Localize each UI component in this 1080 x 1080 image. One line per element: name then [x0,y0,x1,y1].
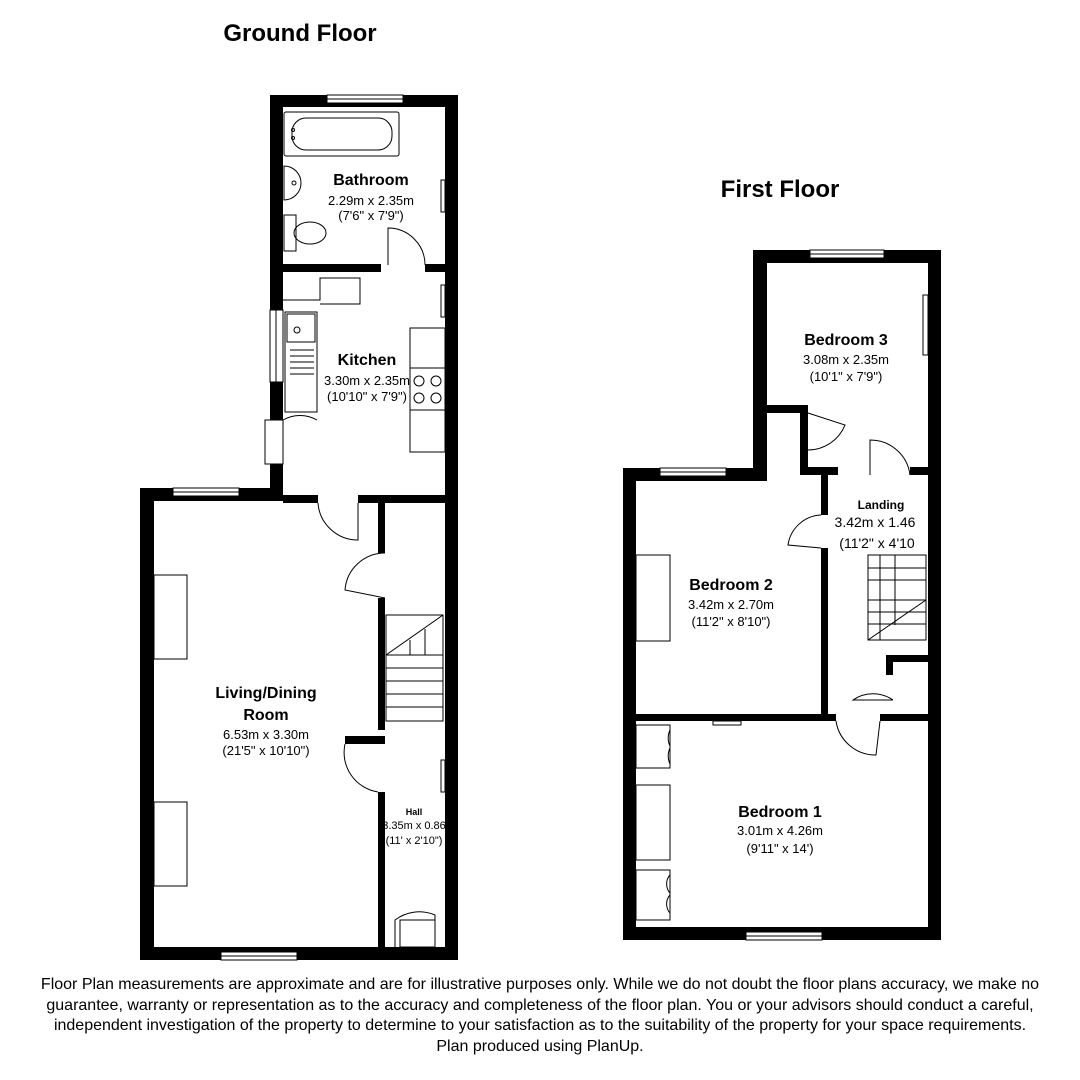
hall-imperial: (11' x 2'10") [385,835,443,847]
bedroom1-name: Bedroom 1 [738,804,822,821]
bedroom3-metric: 3.08m x 2.35m [803,352,889,367]
ground-floor-title: Ground Floor [223,20,377,47]
planup-credit: Plan produced using PlanUp. [436,1037,644,1055]
first-floor-title: First Floor [720,176,840,203]
disclaimer-text: Floor Plan measurements are approximate and are for illustrative purposes only. While we do not doubt the floor plans accuracy, we make no guarantee, warranty or representation as to the accuracy and completeness of the floor plan. You or your advisors should conduct a careful, independent investigation of the property to determine to your satisfaction as to the suitability of the property for your space requirements. [40,976,1040,1034]
bathroom-metric: 2.29m x 2.35m [328,193,414,208]
hall-metric: 3.35m x 0.86 [382,820,446,832]
kitchen-metric: 3.30m x 2.35m [324,373,410,388]
landing-metric: 3.42m x 1.46 [834,514,916,530]
kitchen-name: Kitchen [337,352,397,369]
hall-name: Hall [405,807,423,817]
bedroom1-imperial: (9'11" x 14') [746,841,814,856]
living-name-line2: Room [243,707,289,724]
bedroom3-imperial: (10'1" x 7'9") [809,369,883,384]
bathroom-name: Bathroom [333,172,409,189]
living-metric: 6.53m x 3.30m [223,727,309,742]
bathroom-imperial: (7'6" x 7'9") [338,208,404,223]
living-imperial: (21'5" x 10'10") [222,743,310,758]
landing-name: Landing [857,498,905,512]
bedroom3-name: Bedroom 3 [804,332,888,349]
landing-imperial: (11'2" x 4'10 [839,535,915,551]
bedroom2-imperial: (11'2" x 8'10") [691,614,771,629]
bedroom1-metric: 3.01m x 4.26m [737,823,823,838]
kitchen-imperial: (10'10" x 7'9") [327,389,407,404]
disclaimer [20,975,1060,1057]
bedroom2-metric: 3.42m x 2.70m [688,597,774,612]
bedroom2-name: Bedroom 2 [689,577,773,594]
living-name-line1: Living/Dining [215,685,317,702]
